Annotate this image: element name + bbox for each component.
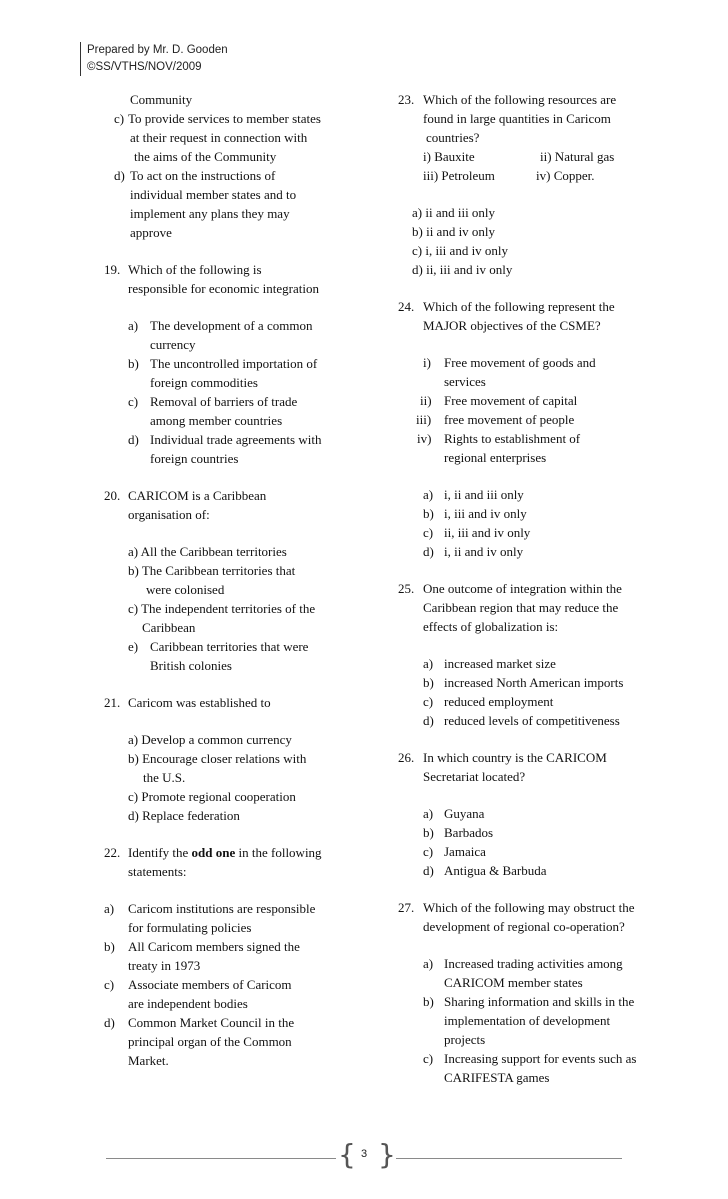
q25-option-d-mark: d) [423,713,434,728]
question-24 [388,297,688,561]
q20-option-b-line: were colonised [146,582,225,597]
q22-text-bold: odd one [191,845,236,860]
q22-option-a-mark: a) [104,901,115,916]
q19-option-b: The uncontrolled importation of [150,356,318,371]
left-column [88,90,378,1070]
q20-text: CARICOM is a Caribbean [128,488,267,503]
q27-option-c-line: CARIFESTA games [444,1070,550,1085]
q23-item-iv: iv) Copper. [536,168,595,183]
q19-option-d-line: foreign countries [150,451,239,466]
q23-number: 23. [398,92,415,107]
q18-option-d-mark: d) [114,168,125,183]
q25-text: One outcome of integration within the [423,581,622,596]
q24-option-a-mark: a) [423,487,434,502]
q19-option-d: Individual trade agreements with [150,432,322,447]
q27-option-b-line: projects [444,1032,486,1047]
q24-item-iii: free movement of people [444,412,575,427]
q24-number: 24. [398,299,415,314]
question-26 [388,748,688,880]
q26-text: In which country is the CARICOM [423,750,607,765]
q18-option-c-line: at their request in connection with [130,130,308,145]
q22-option-b-line: treaty in 1973 [128,958,201,973]
q25-option-b-mark: b) [423,675,434,690]
q18-option-c: To provide services to member states [128,111,321,126]
q27-option-a-mark: a) [423,956,434,971]
q24-option-d-mark: d) [423,544,434,559]
q20-option-b: b) The Caribbean territories that [128,563,296,578]
q22-text-post: in the following [235,845,322,860]
q20-option-e: Caribbean territories that were [150,639,309,654]
q18-option-c-line: the aims of the Community [134,149,277,164]
q24-text: Which of the following represent the [423,299,615,314]
q19-option-a: The development of a common [150,318,313,333]
question-19 [88,260,378,468]
q21-option-a: a) Develop a common currency [128,732,292,747]
q24-option-a: i, ii and iii only [444,487,524,502]
q18-option-d: To act on the instructions of [130,168,276,183]
q26-option-c: Jamaica [444,844,486,859]
q27-text: Which of the following may obstruct the [423,900,635,915]
q24-option-c-mark: c) [423,525,434,540]
right-column [388,90,688,1087]
q19-text: Which of the following is [128,262,262,277]
q21-option-d: d) Replace federation [128,808,240,823]
q24-item-iv: Rights to establishment of [444,431,581,446]
q18-option-d-line: implement any plans they may [130,206,290,221]
question-23 [388,90,688,279]
q22-option-c-mark: c) [104,977,115,992]
question-22 [88,843,378,1070]
header-author: Prepared by Mr. D. Gooden [87,44,228,56]
q27-option-a: Increased trading activities among [444,956,623,971]
q24-item-iv-mark: iv) [417,431,432,446]
q23-item-i: i) Bauxite [423,149,475,164]
q25-option-b: increased North American imports [444,675,624,690]
q27-option-b: Sharing information and skills in the [444,994,635,1009]
q20-option-e-line: British colonies [150,658,232,673]
q24-option-b-mark: b) [423,506,434,521]
q25-option-c-mark: c) [423,694,434,709]
q21-option-b: b) Encourage closer relations with [128,751,307,766]
footer-brace-right: } [378,1138,396,1171]
q26-option-b: Barbados [444,825,494,840]
q23-option-a: a) ii and iii only [412,205,496,220]
question-20 [88,486,378,675]
q19-option-c: Removal of barriers of trade [150,394,298,409]
page-header [80,42,228,76]
q19-option-a-line: currency [150,337,196,352]
q27-text-line: development of regional co-operation? [423,919,625,934]
q26-number: 26. [398,750,415,765]
question-18-continued [88,90,378,242]
q25-option-a: increased market size [444,656,556,671]
q24-option-b: i, iii and iv only [444,506,527,521]
q26-option-b-mark: b) [423,825,434,840]
q25-text-line: Caribbean region that may reduce the [423,600,619,615]
q26-text-line: Secretariat located? [423,769,526,784]
footer-rule-left [106,1158,336,1159]
q19-option-c-line: among member countries [150,413,283,428]
q23-text: Which of the following resources are [423,92,617,107]
q24-item-iii-mark: iii) [416,412,432,427]
q19-option-c-mark: c) [128,394,139,409]
q19-option-b-line: foreign commodities [150,375,258,390]
q26-option-c-mark: c) [423,844,434,859]
q19-text-line: responsible for economic integration [128,281,319,296]
q18-option-c-mark: c) [114,111,125,126]
q18-line: Community [130,92,193,107]
q26-option-d-mark: d) [423,863,434,878]
q20-option-c-line: Caribbean [142,620,196,635]
q22-option-d-mark: d) [104,1015,115,1030]
q18-option-d-line: individual member states and to [130,187,297,202]
q27-option-b-mark: b) [423,994,434,1009]
q24-text-line: MAJOR objectives of the CSME? [423,318,601,333]
q20-option-a: a) All the Caribbean territories [128,544,287,559]
q21-number: 21. [104,695,121,710]
q23-text-line: countries? [426,130,480,145]
q22-option-d-line: Market. [128,1053,169,1068]
q26-option-d: Antigua & Barbuda [444,863,547,878]
question-27 [388,898,688,1087]
q25-option-c: reduced employment [444,694,554,709]
q22-option-a: Caricom institutions are responsible [128,901,316,916]
question-21 [88,693,378,825]
q21-option-c: c) Promote regional cooperation [128,789,296,804]
q24-item-i-mark: i) [423,355,431,370]
q27-option-a-line: CARICOM member states [444,975,583,990]
q24-item-i: Free movement of goods and [444,355,596,370]
q22-option-b-mark: b) [104,939,115,954]
footer-rule-right [396,1158,622,1159]
q19-option-d-mark: d) [128,432,139,447]
q23-option-c: c) i, iii and iv only [412,243,509,258]
q21-text: Caricom was established to [128,695,271,710]
q23-item-ii: ii) Natural gas [540,149,615,164]
q27-option-b-line: implementation of development [444,1013,611,1028]
q22-text-pre: Identify the [128,845,192,860]
q24-item-ii: Free movement of capital [444,393,578,408]
q23-option-d: d) ii, iii and iv only [412,262,513,277]
q24-item-i-line: services [444,374,486,389]
q23-item-iii: iii) Petroleum [423,168,495,183]
q24-option-c: ii, iii and iv only [444,525,531,540]
q22-option-c-line: are independent bodies [128,996,248,1011]
q27-option-c: Increasing support for events such as [444,1051,637,1066]
q25-option-d: reduced levels of competitiveness [444,713,620,728]
q18-option-d-line: approve [130,225,172,240]
q25-option-a-mark: a) [423,656,434,671]
question-25 [388,579,688,730]
q22-option-a-line: for formulating policies [128,920,252,935]
q26-option-a-mark: a) [423,806,434,821]
q22-option-b: All Caricom members signed the [128,939,300,954]
q24-item-iv-line: regional enterprises [444,450,547,465]
q19-option-b-mark: b) [128,356,139,371]
q25-number: 25. [398,581,415,596]
q22-number: 22. [104,845,121,860]
q24-option-d: i, ii and iv only [444,544,524,559]
footer-brace-left: { [338,1138,356,1171]
header-code: ©SS/VTHS/NOV/2009 [87,61,202,73]
q24-item-ii-mark: ii) [420,393,432,408]
q22-text-line: statements: [128,864,187,879]
q20-option-e-mark: e) [128,639,139,654]
q23-option-b: b) ii and iv only [412,224,496,239]
q19-number: 19. [104,262,121,277]
q23-text-line: found in large quantities in Caricom [423,111,611,126]
q27-number: 27. [398,900,415,915]
q22-option-c: Associate members of Caricom [128,977,292,992]
q19-option-a-mark: a) [128,318,139,333]
q20-text-line: organisation of: [128,507,210,522]
q21-option-b-line: the U.S. [143,770,186,785]
q25-text-line: effects of globalization is: [423,619,559,634]
q20-number: 20. [104,488,121,503]
q27-option-c-mark: c) [423,1051,434,1066]
q22-option-d: Common Market Council in the [128,1015,295,1030]
q22-option-d-line: principal organ of the Common [128,1034,292,1049]
page-number: 3 [360,1148,368,1160]
q22-text [128,843,322,862]
q26-option-a: Guyana [444,806,485,821]
q20-option-c: c) The independent territories of the [128,601,316,616]
